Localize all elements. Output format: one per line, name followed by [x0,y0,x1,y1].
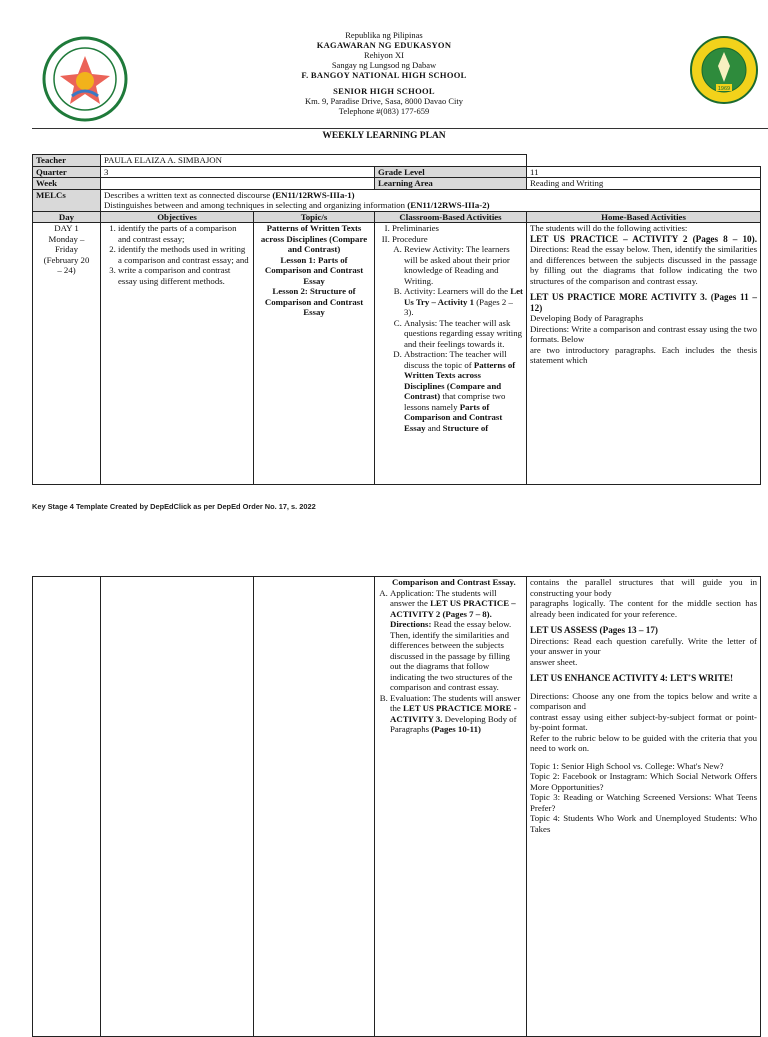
day-cell: DAY 1 Monday – Friday (February 20 – 24) [33,223,101,485]
header-rule [32,128,768,129]
classroom-activities-cell-continued: Comparison and Contrast Essay. A. Application: The students will answer the LET US PRACTICE – ACTIVITY 2 (Pages 7 – 8). Directions: Read the essay below. Then, identify the similarities and differences between the subjects discussed in the passage by filling out the diagrams that follow indicating the two structures of the comparison and contrast essay. B. Evaluation: The students will answer the LET US PRACTICE MORE - ACTIVITY 3. Developing Body of Paragraphs (Pages 10-11) [375,577,527,1037]
teacher-value: PAULA ELAIZA A. SIMBAJON [101,155,527,167]
teacher-label: Teacher [33,155,101,167]
home-activities-cell-continued: contains the parallel structures that will guide you in constructing your body paragraphs logically. The content for the middle section has already been indicated for your reference. LET US ASSESS (Pages 13 – 17) Directions: Read each question carefully. Write the letter of your answer in your answer sheet. LET US ENHANCE ACTIVITY 4: LET'S WRITE! Directions: Choose any one from the topics below and write a comparison and contrast essay using either subject-by-subject format or point-by-point format. Refer to the rubric below to be guided with the criteria that you need to work on. Topic 1: Senior High School vs. College: What's New? Topic 2: Facebook or Instagram: Which Social Network Offers More Opportunities? Topic 3: Reading or Watching Screened Versions: What Teens Prefer? Topic 4: Students Who Work and Unemployed Students: Who Takes [527,577,761,1037]
day-cell-continued [33,577,101,1037]
grade-level-label: Grade Level [375,166,527,178]
grade-level-value: 11 [527,166,761,178]
objective-item: 1. identify the parts of a comparison and contrast essay; [118,223,250,244]
week-value [101,178,375,190]
learning-area-value: Reading and Writing [527,178,761,190]
letterhead-line: Km. 9, Paradise Drive, Sasa, 8000 Davao City [305,96,463,106]
classroom-activities-cell: I. Preliminaries II. Procedure A. Review Activity: The learners will be asked about their prior knowledge of Reading and Writing. B. Activity: Learners will do the Let Us Try – Activity 1 (Pages 2 – 3). C. Analysis: The teacher will ask questions regarding essay writing and their feelings towards it. D. Abstraction: The teacher will discuss the topic of Patterns of Written Texts across Disciplines (Compare and Contrast) that comprise two lessons namely Parts of Comparison and Contrast Essay and Structure of [375,223,527,485]
objective-item: 3. write a comparison and contrast essay using different methods. [118,265,250,286]
letterhead-line: Telephone #(083) 177-659 [338,106,430,116]
topics-cell-continued [254,577,375,1037]
weekly-plan-table [32,154,761,485]
letterhead-line: Republika ng Pilipinas [345,30,423,40]
column-header-day: Day [33,211,101,223]
letterhead [180,30,588,116]
column-header-objectives: Objectives [101,211,254,223]
objectives-cell [101,223,254,485]
letterhead-line: Sangay ng Lungsod ng Dabaw [331,60,437,70]
home-activities-cell: The students will do the following activities: LET US PRACTICE – ACTIVITY 2 (Pages 8 – 10). Directions: Read the essay below. Then, identify the similarities and differences between the subjects discussed in the passage by filling out the diagrams that follow indicating the two structures of the comparison and contrast essay. LET US PRACTICE MORE ACTIVITY 3. (Pages 11 – 12) Developing Body of Paragraphs Directions: Write a comparison and contrast essay using the two formats. Below are two introductory paragraphs. Each includes the thesis statement which [527,223,761,485]
page-title: WEEKLY LEARNING PLAN [322,131,446,141]
topics-cell: Patterns of Written Texts across Disciplines (Compare and Contrast) Lesson 1: Parts of Comparison and Contrast Essay Lesson 2: Structure of Comparison and Contrast Essay [254,223,375,485]
melcs-label: MELCs [33,189,101,211]
letterhead-line: F. BANGOY NATIONAL HIGH SCHOOL [301,70,467,80]
column-header-home: Home-Based Activities [527,211,761,223]
letterhead-line: Rehiyon XI [364,50,404,60]
column-header-topics: Topic/s [254,211,375,223]
quarter-label: Quarter [33,166,101,178]
letterhead-line: KAGAWARAN NG EDUKASYON [316,40,452,50]
learning-area-label: Learning Area [375,178,527,190]
objective-item: 2. identify the methods used in writing a comparison and contrast essay; and [118,244,250,265]
column-header-classroom: Classroom-Based Activities [375,211,527,223]
melcs-value: Describes a written text as connected discourse (EN11/12RWS-IIIa-1) Distinguishes between and among techniques in selecting and organizing information (EN11/12RWS-IIIa-2) [101,189,761,211]
document-page-2 [0,576,768,1024]
weekly-plan-table-continued [32,576,761,1037]
fbnhs-school-seal-icon [690,36,758,104]
page-gap [0,540,768,576]
template-footer: Key Stage 4 Template Created by DepEdClick as per DepEd Order No. 17, s. 2022 [32,502,316,511]
school-seal-year: 1969 [717,86,731,92]
letterhead-line: SENIOR HIGH SCHOOL [333,86,435,96]
quarter-value: 3 [101,166,375,178]
week-label: Week [33,178,101,190]
davao-city-division-seal-icon [42,36,128,122]
objectives-cell-continued [101,577,254,1037]
